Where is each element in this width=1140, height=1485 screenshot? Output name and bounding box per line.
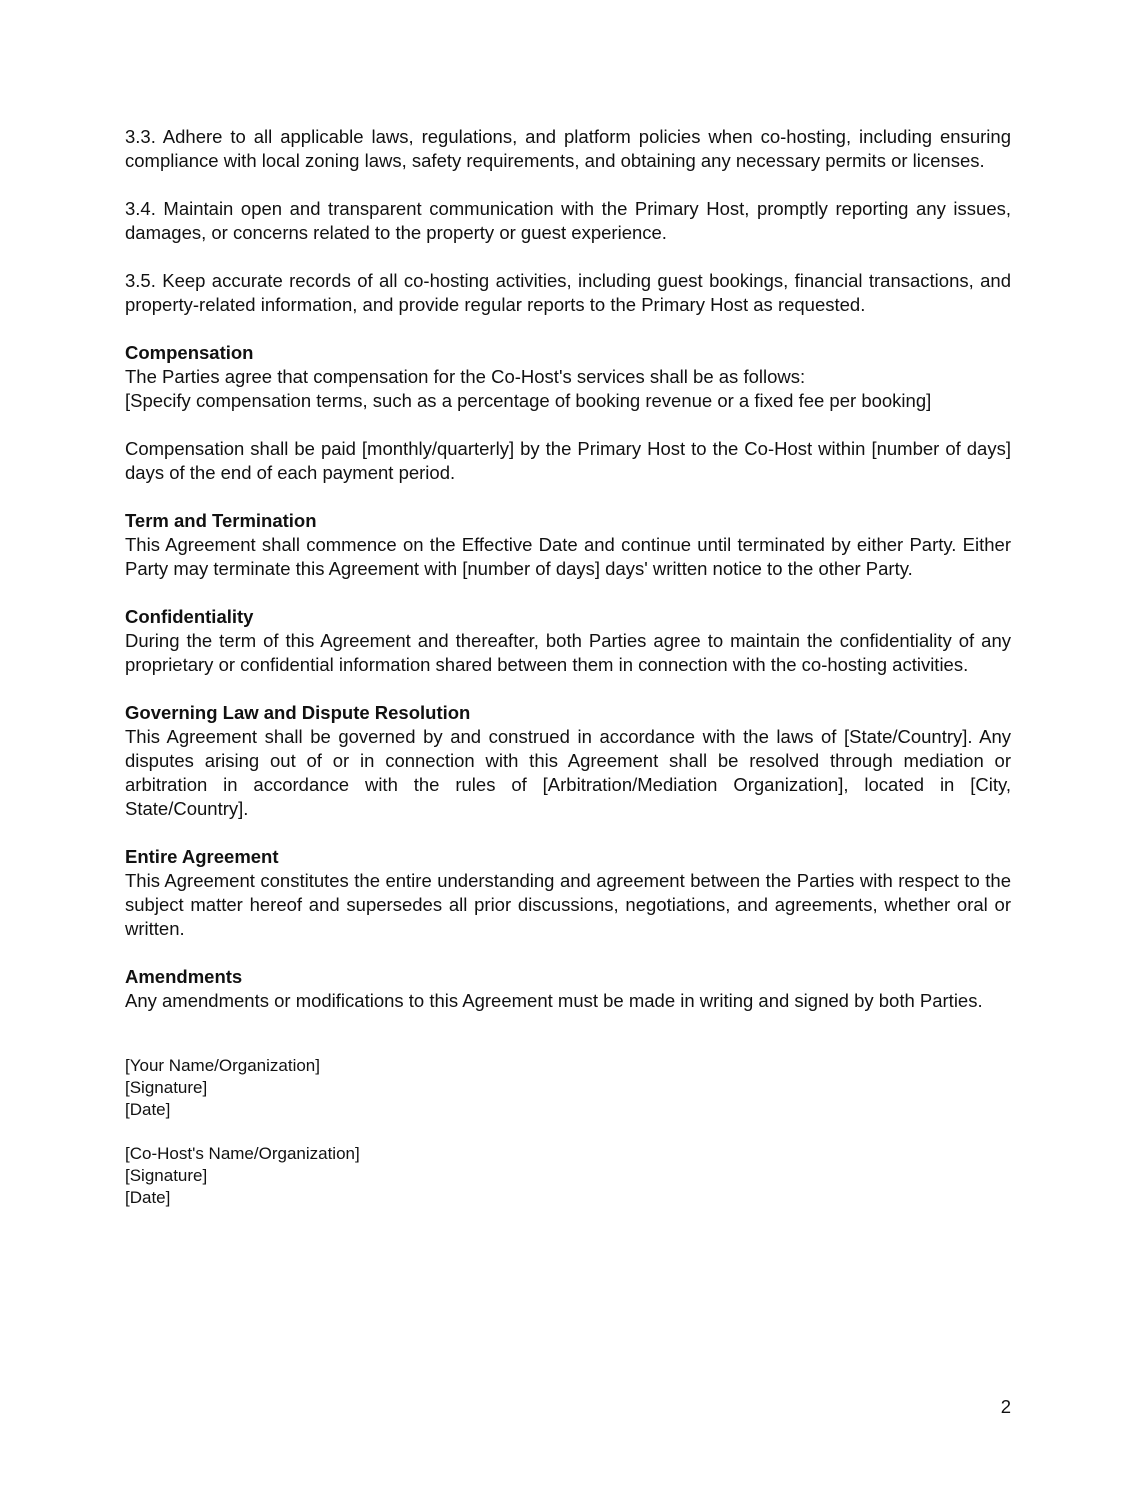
host-signature-block	[125, 1055, 1011, 1121]
amendments-section	[125, 965, 1011, 1013]
compensation-terms: [Specify compensation terms, such as a percentage of booking revenue or a fixed fee per booking]	[125, 390, 932, 411]
entire-agreement-text: This Agreement constitutes the entire understanding and agreement between the Parties with respect to the subject matter hereof and supersedes all prior discussions, negotiations, and agreements, whether oral or written.	[125, 870, 1011, 939]
compensation-section	[125, 341, 1011, 485]
confidentiality-section	[125, 605, 1011, 677]
compensation-text: The Parties agree that compensation for the Co-Host's services shall be as follows:	[125, 366, 806, 387]
entire-agreement-section	[125, 845, 1011, 941]
cohost-date-placeholder: [Date]	[125, 1188, 171, 1207]
amendments-text: Any amendments or modifications to this Agreement must be made in writing and signed by both Parties.	[125, 990, 983, 1011]
host-date-placeholder: [Date]	[125, 1100, 171, 1119]
confidentiality-text: During the term of this Agreement and thereafter, both Parties agree to maintain the confidentiality of any proprietary or confidential information shared between them in connection with the co-hosting activities.	[125, 630, 1011, 675]
clause-3-3: 3.3. Adhere to all applicable laws, regulations, and platform policies when co-hosting, including ensuring compliance with local zoning laws, safety requirements, and obtaining any necessary permits or licenses.	[125, 126, 1011, 171]
cohost-name-placeholder: [Co-Host's Name/Organization]	[125, 1144, 360, 1163]
page-number: 2	[1000, 1396, 1011, 1417]
cohost-signature-block	[125, 1143, 1011, 1209]
clause-3-5: 3.5. Keep accurate records of all co-hosting activities, including guest bookings, financial transactions, and property-related information, and provide regular reports to the Primary Host as requested.	[125, 270, 1011, 315]
cohost-signature-placeholder: [Signature]	[125, 1166, 208, 1185]
term-section	[125, 509, 1011, 581]
amendments-heading: Amendments	[125, 966, 243, 987]
term-text: This Agreement shall commence on the Effective Date and continue until terminated by either Party. Either Party may terminate this Agreement with [number of days] days' written notice to the other Party.	[125, 534, 1011, 579]
document-page	[125, 125, 1011, 1209]
term-heading: Term and Termination	[125, 510, 317, 531]
compensation-heading: Compensation	[125, 342, 254, 363]
governing-law-section	[125, 701, 1011, 821]
confidentiality-heading: Confidentiality	[125, 606, 254, 627]
host-signature-placeholder: [Signature]	[125, 1078, 208, 1097]
host-name-placeholder: [Your Name/Organization]	[125, 1056, 320, 1075]
compensation-payment: Compensation shall be paid [monthly/quarterly] by the Primary Host to the Co-Host within [number of days] days of the end of each payment period.	[125, 438, 1011, 483]
entire-agreement-heading: Entire Agreement	[125, 846, 279, 867]
clause-3-4: 3.4. Maintain open and transparent communication with the Primary Host, promptly reporting any issues, damages, or concerns related to the property or guest experience.	[125, 198, 1011, 243]
governing-law-heading: Governing Law and Dispute Resolution	[125, 702, 471, 723]
governing-law-text: This Agreement shall be governed by and construed in accordance with the laws of [State/Country]. Any disputes arising out of or in connection with this Agreement shall be resolved through mediation or arbitration in accordance with the rules of [Arbitration/Mediation Organization], located in [City, State/Country].	[125, 726, 1011, 819]
